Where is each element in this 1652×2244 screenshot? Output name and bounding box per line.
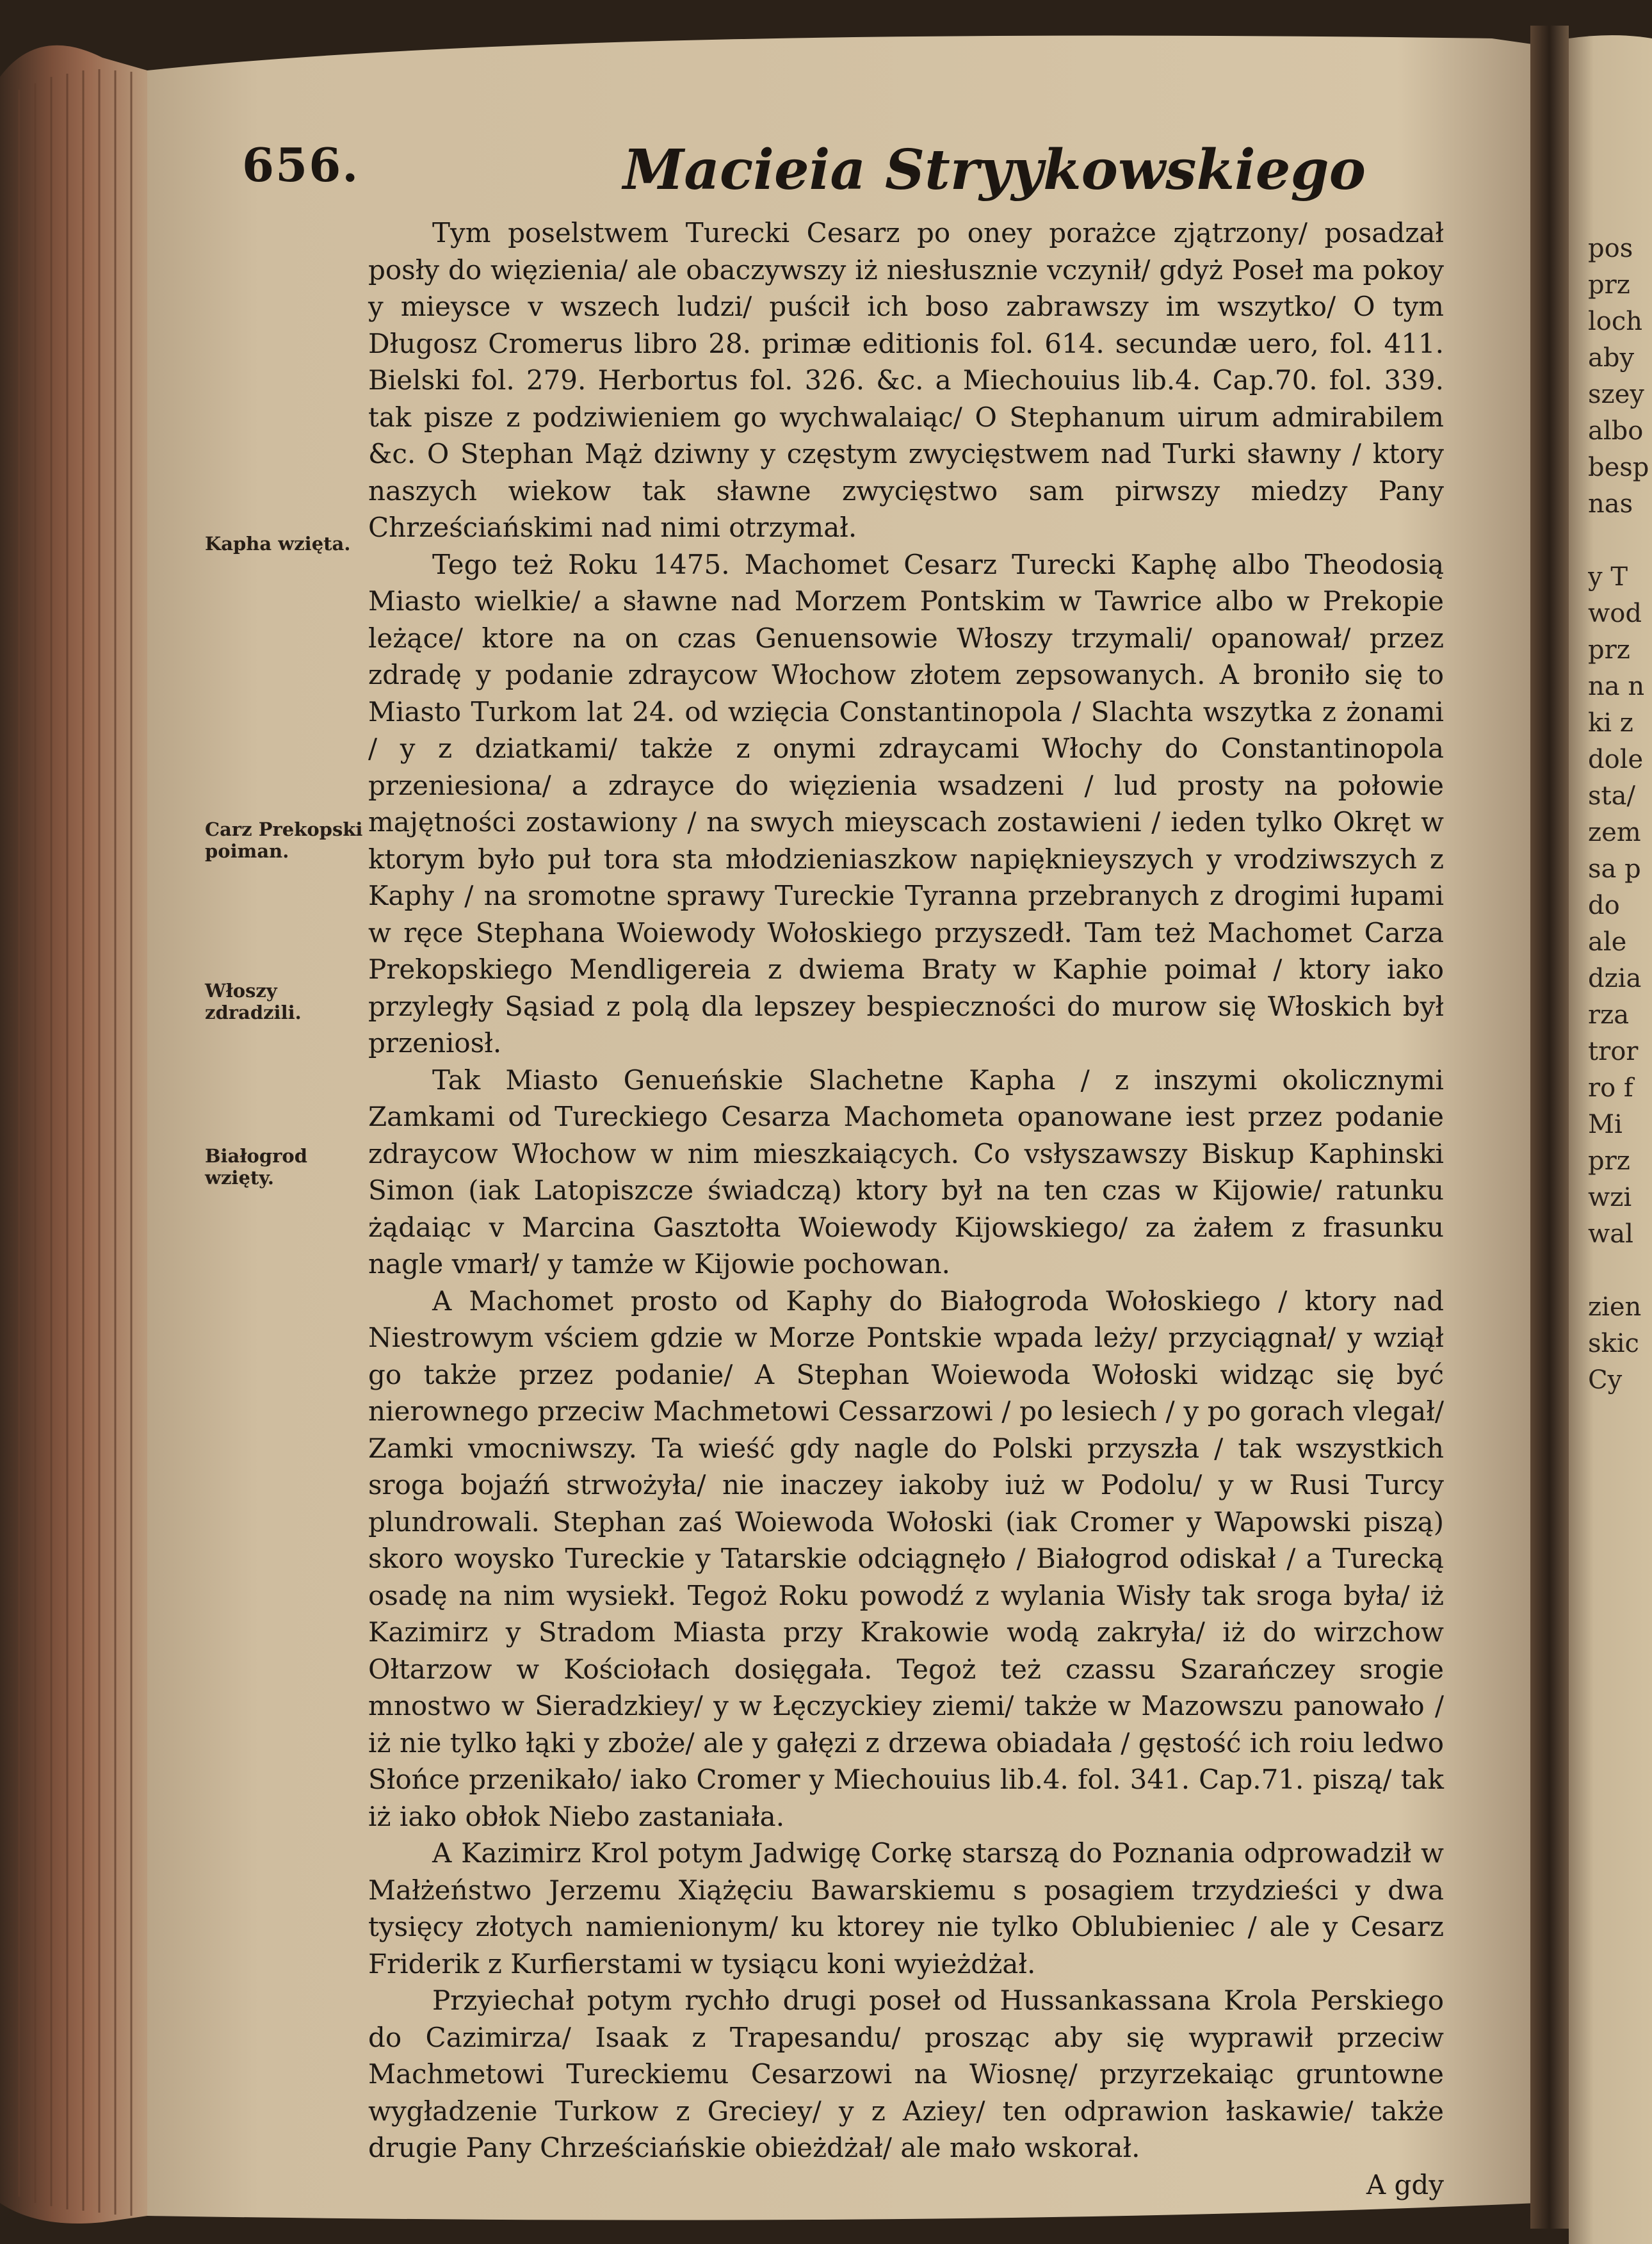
adjacent-line: albo xyxy=(1588,416,1644,446)
page-header xyxy=(242,138,1523,227)
adjacent-page-fragment xyxy=(1588,231,1652,1399)
adjacent-line: Cy xyxy=(1588,1365,1623,1395)
adjacent-line: sa p xyxy=(1588,854,1641,884)
adjacent-line: zem xyxy=(1588,818,1641,847)
adjacent-line: besp xyxy=(1588,453,1649,482)
adjacent-line: na n xyxy=(1588,672,1645,701)
adjacent-line: Mi xyxy=(1588,1110,1623,1139)
paragraph-jadwiga: A Kazimirz Krol potym Jadwigę Corkę starszą do Poznania odprowadził w Małżeństwo Jerzemu Xiążęciu Bawarskiemu s posagiem trzydzieści y dwa tysięcy złotych namienionym/ ku ktorey nie tylko Oblubieniec / ale y Cesarz Friderik z Kurfierstami w tysiącu koni wyieżdżał. xyxy=(368,1837,1444,1980)
adjacent-line: aby xyxy=(1588,343,1635,373)
running-head: Macieia Stryykowskiego xyxy=(623,138,1366,202)
adjacent-line: prz xyxy=(1588,1146,1630,1176)
adjacent-line: prz xyxy=(1588,635,1630,665)
adjacent-line: sta/ xyxy=(1588,781,1635,811)
adjacent-line: loch xyxy=(1588,307,1643,336)
adjacent-line xyxy=(1588,523,1652,559)
adjacent-line: wal xyxy=(1588,1219,1633,1249)
adjacent-line: skic xyxy=(1588,1329,1639,1358)
adjacent-line: dole xyxy=(1588,745,1644,774)
body-text xyxy=(368,215,1444,2203)
adjacent-line xyxy=(1588,1253,1652,1289)
adjacent-line: zien xyxy=(1588,1292,1642,1322)
marginal-note: Białogrod wzięty. xyxy=(205,1145,307,1189)
paragraph-persian-envoy: Przyiechał potym rychło drugi poseł od Hussankassana Krola Perskiego do Cazimirza/ Isaak z Trapesandu/ prosząc aby się wyprawił przeciw Machmetowi Tureckiemu Cesarzowi na Wiosnę/ przyrzekaiąc gruntowne wygładzenie Turkow z Greciey/ y z Aziey/ ten odprawion łaskawie/ także drugie Pany Chrześciańskie obieżdżał/ ale mało wskorał. xyxy=(368,1985,1444,2163)
adjacent-line: szey xyxy=(1588,380,1644,409)
adjacent-line: rza xyxy=(1588,1000,1630,1030)
adjacent-line: dzia xyxy=(1588,964,1642,993)
paragraph-genoese-kaffa: Tak Miasto Genueńskie Slachetne Kapha / z inszymi okolicznymi Zamkami od Tureckiego Cesarza Machometa opanowane iest przez podanie zdraycow Włochow w nim mieszkaiących. Co vsłyszawszy Biskup Kaphinski Simon (iak Latopiszcze świadczą) ktory był na ten czas w Kijowie/ ratunku żądaiąc v Marcina Gasztołta Woiewody Kijowskiego/ za żałem z frasunku nagle vmarł/ y tamże w Kijowie pochowan. xyxy=(368,1064,1444,1280)
adjacent-line: ale xyxy=(1588,927,1627,957)
catchword: A gdy xyxy=(1366,2168,1444,2200)
adjacent-line: do xyxy=(1588,891,1620,920)
marginal-note: Włoszy zdradzili. xyxy=(205,980,302,1023)
paragraph-kaffa-captured: Tego też Roku 1475. Machomet Cesarz Turecki Kaphę albo Theodosią Miasto wielkie/ a sławne nad Morzem Pontskim w Tawrice albo w Prekopie leżące/ ktore na on czas Genuensowie Włoszy trzymali/ opanował/ przez zdradę y podanie zdraycow Włochow złotem zepsowanych. A broniło się to Miasto Turkom lat 24. od wzięcia Constantinopola / Slachta wszytka z żonami / y z dziatkami/ także z onymi zdraycami Włochy do Constantinopola przeniesiona/ a zdrayce do więzienia wsadzeni / lud prosty na połowie majętności zostawiony / na swych mieyscach zostawieni / ieden tylko Okręt w ktorym było puł tora sta młodzieniaszkow napięknieyszych y vrodziwszych z Kaphy / na sromotne sprawy Tureckie Tyranna przebranych z drogimi łupami w ręce Stephana Woiewody Wołoskiego przyszedł. Tam też Machomet Carza Prekopskiego Mendligereia z dwiema Braty w Kaphie poimał / ktory iako przyległy Sąsiad z polą dla lepszey bespieczności do murow się Włoskich był przeniosł. xyxy=(368,548,1444,1059)
adjacent-line: ro f xyxy=(1588,1073,1633,1103)
paragraph-embassy: Tym poselstwem Turecki Cesarz po oney porażce zjątrzony/ posadzał posły do więzienia/ ale obaczywszy iż niesłusznie vczynił/ gdyż Poseł ma pokoy y mieysce v wszech ludzi/ puścił ich boso zabrawszy im wszytko/ O tym Długosz Cromerus libro 28. primæ editionis fol. 614. secundæ uero, fol. 411. Bielski fol. 279. Herbortus fol. 326. &c. a Miechouius lib.4. Cap.70. fol. 339. tak pisze z podziwieniem go wychwalaiąc/ O Stephanum uirum admirabilem &c. O Stephan Mąż dziwny y częstym zwycięstwem nad Turki sławny / ktory naszych wiekow tak sławne zwycięstwo sam pirwszy miedzy Pany Chrześciańskimi nad nimi otrzymał. xyxy=(368,217,1444,543)
page-number: 656. xyxy=(242,138,360,192)
adjacent-line: tror xyxy=(1588,1037,1639,1066)
paragraph-bialogrod: A Machomet prosto od Kaphy do Białogroda Wołoskiego / ktory nad Niestrowym vściem gdzie w Morze Pontskie wpada leży/ przyciągnał/ y wziął go także przez podanie/ A Stephan Woiewoda Wołoski widząc się być nierownego przeciw Machmetowi Cessarzowi / po lesiech / y po gorach vlegał/ Zamki vmocniwszy. Ta wieść gdy nagle do Polski przyszła / tak wszystkich sroga bojaźń strwożyła/ nie inaczey iakoby iuż w Podolu/ y w Rusi Turcy plundrowali. Stephan zaś Woiewoda Wołoski (iak Cromer y Wapowski piszą) skoro woysko Tureckie y Tatarskie odciągnęło / Białogrod odiskał / a Turecką osadę na nim wysiekł. Tegoż Roku powodź z wylania Wisły tak sroga była/ iż Kazimirz y Stradom Miasta przy Krakowie wodą zakryła/ iż do wirzchow Ołtarzow w Kościołach dosięgała. Tegoż też czassu Szarańczey srogie mnostwo w Sieradzkiey/ y w Łęczyckiey ziemi/ także w Mazowszu panowało / iż nie tylko łąki y zboże/ ale y gałęzi z drzewa obiadała / gęstość ich roiu ledwo Słońce przenikało/ iako Cromer y Miechouius lib.4. fol. 341. Cap.71. piszą/ tak iż iako obłok Niebo zastaniała. xyxy=(368,1285,1444,1832)
adjacent-line: pos xyxy=(1588,234,1633,263)
adjacent-line: wzi xyxy=(1588,1183,1632,1212)
marginal-note: Carz Prekopski poiman. xyxy=(205,818,363,862)
adjacent-line: y T xyxy=(1588,562,1628,592)
adjacent-line: prz xyxy=(1588,270,1630,300)
adjacent-line: wod xyxy=(1588,599,1642,628)
adjacent-line: ki z xyxy=(1588,708,1633,738)
marginal-note: Kapha wzięta. xyxy=(205,533,351,555)
adjacent-line: nas xyxy=(1588,489,1633,519)
